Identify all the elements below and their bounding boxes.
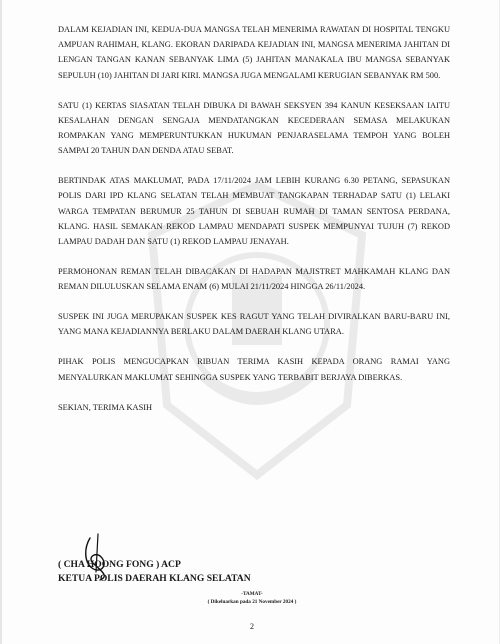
paragraph-investigation: SATU (1) KERTAS SIASATAN TELAH DIBUKA DI BAWAH SEKSYEN 394 KANUN KESEKSAAN IAITU KESALAHAN DENGAN SENGAJA MENDATANGKAN KECEDERAAN SEMASA MELAKUKAN ROMPAKAN YANG MEMPERUNTUKKAN HUKUMAN PENJARASELAMA TEMPOH YANG BOLEH SAMPAI 20 TAHUN DAN DENDA ATAU SEBAT. [58, 100, 450, 156]
page-number: 2 [250, 622, 254, 631]
issued-date-note: ( Dikeluarkan pada 21 November 2024 ) [207, 599, 297, 605]
signatory-title: KETUA POLIS DAERAH KLANG SELATAN [58, 573, 251, 584]
press-release-body [58, 22, 450, 415]
paragraph-thanks: PIHAK POLIS MENGUCAPKAN RIBUAN TERIMA KASIH KEPADA ORANG RAMAI YANG MENYALURKAN MAKLUMAT SEHINGGA SUSPEK YANG TERBABIT BERJAYA DIBERKAS. [58, 357, 450, 382]
closing-line: SEKIAN, TERIMA KASIH [58, 402, 153, 412]
paragraph-remand: PERMOHONAN REMAN TELAH DIBACAKAN DI HADAPAN MAJISTRET MAHKAMAH KLANG DAN REMAN DILULUSKAN SELAMA ENAM (6) MULAI 21/11/2024 HINGGA 26/11/2024. [58, 267, 450, 292]
paragraph-injuries: DALAM KEJADIAN INI, KEDUA-DUA MANGSA TELAH MENERIMA RAWATAN DI HOSPITAL TENGKU AMPUAN RAHIMAH, KLANG. EKORAN DARIPADA KEJADIAN INI, MANGSA MENERIMA JAHITAN DI LENGAN TANGAN KANAN SEBANYAK LIMA (5) JAHITAN MANAKALA IBU MANGSA SEBANYAK SEPULUH (10) JAHITAN DI JARI KIRI. MANGSA JUGA MENGALAMI KERUGIAN SEBANYAK RM 500. [58, 25, 450, 80]
signature-block [58, 532, 450, 592]
end-marker-block [132, 590, 372, 606]
end-marker: -TAMAT- [241, 591, 263, 597]
signatory-name: ( CHA HOONG FONG ) ACP [58, 559, 181, 570]
paragraph-arrest: BERTINDAK ATAS MAKLUMAT, PADA 17/11/2024 JAM LEBIH KURANG 6.30 PETANG, SEPASUKAN POLIS DARI IPD KLANG SELATAN TELAH MEMBUAT TANGKAPAN TERHADAP SATU (1) LELAKI WARGA TEMPATAN BERUMUR 25 TAHUN DI SEBUAH RUMAH DI TAMAN SENTOSA PERDANA, KLANG. HASIL SEMAKAN REKOD LAMPAU MENDAPATI SUSPEK MEMPUNYAI TUJUH (7) REKOD LAMPAU DADAH DAN SATU (1) REKOD LAMPAU JENAYAH. [58, 176, 450, 247]
paragraph-viral-case: SUSPEK INI JUGA MERUPAKAN SUSPEK KES RAGUT YANG TELAH DIVIRALKAN BARU-BARU INI, YANG MANA KEJADIANNYA BERLAKU DALAM DAERAH KLANG UTARA. [58, 312, 450, 337]
